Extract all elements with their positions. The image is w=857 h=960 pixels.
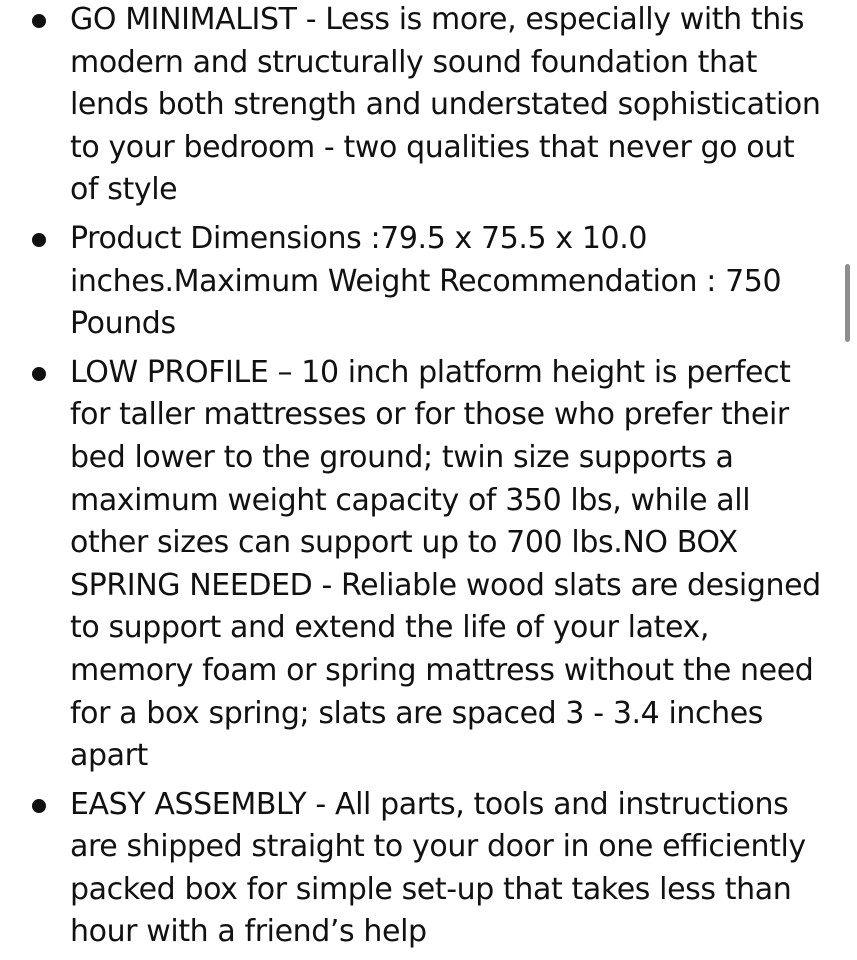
- feature-bullet-low-profile: [0, 352, 830, 778]
- bullet-icon: [32, 14, 46, 28]
- feature-text: LOW PROFILE – 10 inch platform height is perfect for taller mattresses or for those who prefer their bed lower to the ground; twin size supports a maximum weight capacity of 350 lbs, while all other sizes can support up to 700 lbs.NO BOX SPRING NEEDED - Reliable wood slats are designed to support and extend the life of your latex, memory foam or spring mattress without the need for a box spring; slats are spaced 3 - 3.4 inches apart: [70, 354, 821, 774]
- feature-bullet-easy-assembly: [0, 784, 830, 954]
- feature-text: EASY ASSEMBLY - All parts, tools and instructions are shipped straight to your door in one efficiently packed box for simple set-up that takes less than hour with a friend’s help: [70, 786, 806, 950]
- bullet-icon: [32, 367, 46, 381]
- feature-bullet-dimensions: [0, 218, 830, 346]
- feature-text: Product Dimensions :79.5 x 75.5 x 10.0 inches.Maximum Weight Recommendation : 750 Pounds: [70, 220, 782, 342]
- feature-bullet-minimalist: [0, 0, 830, 212]
- feature-text: GO MINIMALIST - Less is more, especially with this modern and structurally sound foundation that lends both strength and understated sophistication to your bedroom - two qualities that never go out of style: [70, 2, 821, 208]
- bullet-icon: [32, 799, 46, 813]
- scrollbar-thumb[interactable]: [845, 264, 850, 342]
- bullet-icon: [32, 233, 46, 247]
